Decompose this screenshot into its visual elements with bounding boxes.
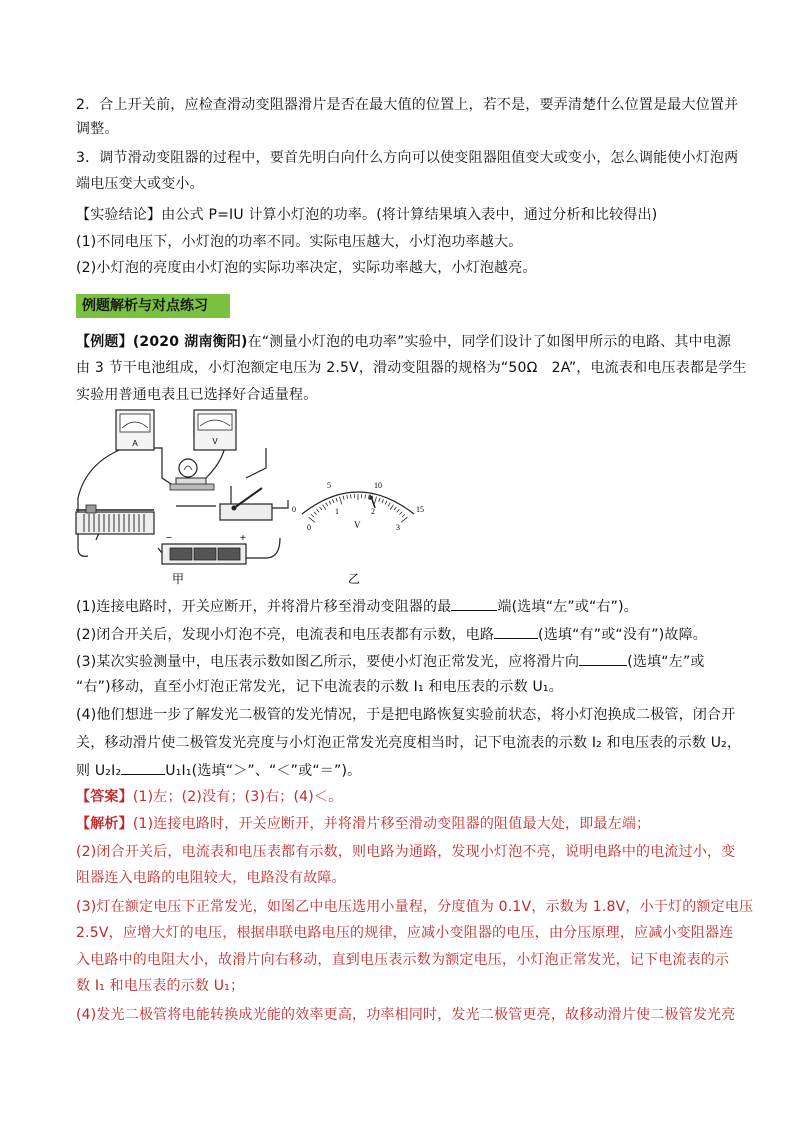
answer-blank[interactable] (579, 651, 627, 666)
dial-tick (311, 514, 314, 517)
dial-tick (329, 501, 331, 505)
dial-tick (374, 497, 376, 505)
bulb (170, 459, 214, 490)
dial-top-5: 5 (327, 481, 331, 490)
intro-line: 2．合上开关前，应检查滑动变阻器滑片是否在最大值的位置上，若不是，要弄清楚什么位置是最大位置并 (76, 97, 739, 113)
example-source: (2020 湖南衡阳) (132, 334, 248, 350)
conclusion-item: (2)小灯泡的亮度由小灯泡的实际功率决定，实际功率越大，小灯泡越亮。 (76, 260, 537, 276)
analysis-line: 数 I₁ 和电压表的示数 U₁； (76, 978, 245, 994)
dial-top-15: 15 (416, 505, 424, 514)
question-1: (1)连接电路时，开关应断开，并将滑片移至滑动变阻器的最 端(选填“左”或“右”)。 (76, 596, 638, 617)
dial-tick (320, 507, 322, 510)
dial-tick (343, 496, 344, 500)
analysis-line: 阻器连入电路的电阻较大，电路没有故障。 (76, 870, 346, 886)
dial-tick (379, 498, 380, 502)
intro-line: 端电压变大或变小。 (76, 176, 204, 192)
battery-minus: − (166, 533, 172, 544)
answer-label: 【答案】 (76, 789, 133, 805)
dial-tick (336, 498, 337, 502)
analysis-line: 2.5V，应增大灯的电压，根据串联电路电压的规律，应减小变阻器的电压，由分压原理，应减小变阻器连 (76, 925, 734, 941)
intro-line: 调整。 (76, 121, 119, 137)
example-intro (76, 332, 731, 352)
dial-top-10: 10 (374, 481, 382, 490)
question-4-cont: 关，移动滑片使二极管发光亮度与小灯泡正常发光亮度相当时，记下电流表的示数 I₂ 和电压表的示数 U₂， (76, 735, 742, 751)
dial-bottom-0: 0 (307, 523, 311, 532)
dial-tick (309, 517, 315, 522)
conclusion-item: (1)不同电压下，小灯泡的功率不同。实际电压越大，小灯泡功率越大。 (76, 234, 523, 250)
analysis-line: 【解析】(1)连接电路时，开关应断开，并将滑片移至滑动变阻器的阻值最大处，即最左端； (76, 816, 651, 832)
example-line: 由 3 节干电池组成，小灯泡额定电压为 2.5V，滑动变阻器的规格为“50Ω 2A”，电流表和电压表都是学生 (76, 360, 747, 376)
answer-blank[interactable] (451, 596, 497, 611)
dial-bottom-3: 3 (396, 523, 400, 532)
analysis-label: 【解析】 (76, 816, 133, 832)
voltmeter-dial (292, 481, 424, 532)
circuit-figure (66, 408, 446, 588)
dial-bottom-2: 2 (371, 507, 375, 516)
question-3-cont: “右”)移动，直至小灯泡正常发光，记下电流表的示数 I₁ 和电压表的示数 U₁。 (76, 679, 563, 695)
example-text: 在“测量小灯泡的电功率”实验中，同学们设计了如图甲所示的电路、其中电源 (247, 334, 732, 350)
example-line: 实验用普通电表且已选择好合适量程。 (76, 387, 318, 403)
dial-tick (390, 505, 393, 510)
dial-tick (397, 509, 400, 512)
battery-plus: + (240, 533, 246, 544)
intro-line: 3．调节滑动变阻器的过程中，要首先明白向什么方向可以使变阻器阻值变大或变小，怎么调能使小灯泡两 (76, 150, 739, 166)
dial-tick (385, 501, 387, 505)
answer-blank[interactable] (494, 624, 538, 639)
battery-pack (162, 533, 246, 564)
wire (271, 500, 288, 508)
figure-label-b: 乙 (348, 572, 361, 586)
wire (78, 448, 124, 556)
section-title: 例题解析与对点练习 (76, 294, 230, 318)
analysis-line: (4)发光二极管将电能转换成光能的效率更高，功率相同时，发光二极管更亮，故移动滑片使二极管发光亮 (76, 1007, 736, 1023)
dial-tick (323, 505, 326, 510)
dial-tick (388, 503, 390, 506)
dial-unit: V (354, 520, 361, 530)
example-tag: 【例题】 (76, 334, 133, 350)
wire (246, 538, 280, 558)
conclusion-line: 【实验结论】由公式 P=IU 计算小灯泡的功率。(将计算结果填入表中，通过分析和比较得出) (76, 207, 658, 223)
question-3: (3)某次实验测量中，电压表示数如图乙所示，要使小灯泡正常发光，应将滑片向 (选填“左”或 (76, 651, 705, 672)
dial-tick (394, 507, 396, 510)
question-2: (2)闭合开关后，发现小灯泡不亮，电流表和电压表都有示数，电路 (选填“有”或“没有”)故障。 (76, 624, 707, 645)
dial-tick (402, 514, 405, 517)
answer-text: (1)左；(2)没有；(3)右；(4)＜。 (132, 789, 343, 805)
dial-bottom-1: 1 (335, 507, 339, 516)
voltmeter (194, 410, 236, 450)
answer-line (76, 787, 342, 807)
analysis-line: (3)灯在额定电压下正常发光，如图乙中电压选用小量程，分度值为 0.1V，示数为 1.8V，小于灯的额定电压 (76, 899, 754, 915)
rheostat (76, 505, 154, 534)
dial-tick (347, 495, 348, 499)
dial-tick (340, 497, 342, 505)
dial-tick (317, 509, 320, 512)
question-4-end: 则 U₂I₂ U₁I₁(选填“＞”、“＜”或“＝”)。 (76, 760, 361, 781)
dial-tick (326, 503, 328, 506)
voltmeter-symbol: V (212, 437, 218, 446)
dial-tick (369, 495, 370, 499)
analysis-line: (2)闭合开关后，电流表和电压表都有示数，则电路为通路，发现小灯泡不亮，说明电路中的电流过小，变 (76, 844, 736, 860)
switch (220, 488, 272, 520)
wire (148, 448, 174, 486)
analysis-line: 入电路中的电阻大小，故滑片向右移动，直到电压表示数为额定电压，小灯泡正常发光，记下电流表的示 (76, 952, 730, 968)
ammeter (116, 410, 154, 450)
dial-top-0: 0 (292, 505, 296, 514)
dial-tick (382, 499, 384, 503)
question-4: (4)他们想进一步了解发光二极管的发光情况，于是把电路恢复实验前状态，将小灯泡换成二极管，闭合开 (76, 707, 736, 723)
figure-label-a: 甲 (172, 572, 185, 586)
dial-tick (314, 512, 317, 515)
wire (246, 448, 266, 478)
ammeter-symbol: A (132, 439, 138, 448)
dial-tick (401, 517, 407, 522)
dial-tick (399, 512, 402, 515)
answer-blank[interactable] (121, 760, 165, 775)
dial-tick (332, 499, 334, 503)
